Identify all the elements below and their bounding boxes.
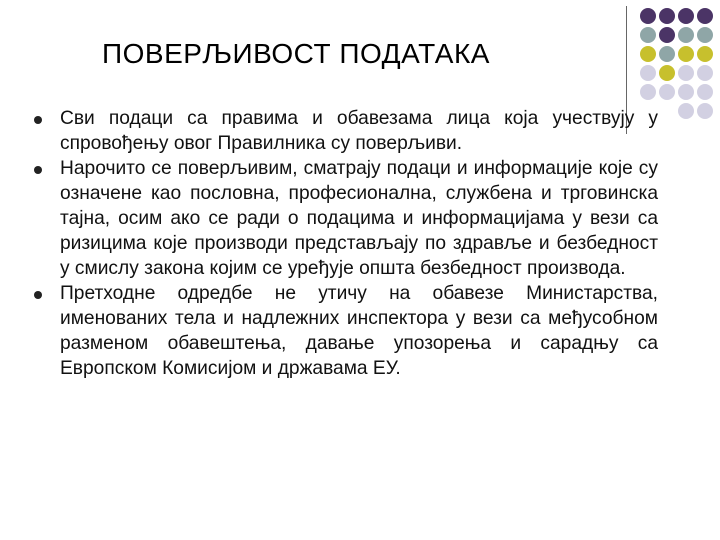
bullet-item xyxy=(34,106,658,156)
decorative-dot xyxy=(640,27,656,43)
decorative-dot xyxy=(640,46,656,62)
bullet-icon xyxy=(34,166,42,174)
decorative-dot xyxy=(697,65,713,81)
decorative-dot xyxy=(678,27,694,43)
bullet-icon xyxy=(34,291,42,299)
decorative-dot-grid xyxy=(640,8,720,118)
decorative-dot xyxy=(659,8,675,24)
bullet-icon xyxy=(34,116,42,124)
decorative-dot xyxy=(640,84,656,100)
decorative-dot xyxy=(697,27,713,43)
decorative-dot xyxy=(678,46,694,62)
slide-title: ПОВЕРЉИВОСТ ПОДАТАКА xyxy=(102,38,490,69)
decorative-dot xyxy=(697,8,713,24)
decorative-dot xyxy=(640,8,656,24)
bullet-list xyxy=(34,106,658,381)
decorative-dot xyxy=(678,84,694,100)
bullet-text: Претходне одредбе не утичу на обавезе Министарства, именованих тела и надлежних инспектора у вези са међусобном разменом обавештења, давање упозорења и сарадњу са Европском Комисијом и државама ЕУ. xyxy=(60,283,658,379)
bullet-text: Нарочито се поверљивим, сматрају подаци и информације које су означене као пословна, професионална, службена и трговинска тајна, осим ако се ради о подацима и информацијама у вези са ризицима које производи представљају по здравље и безбедност у смислу закона којим се уређује општа безбедност производа. xyxy=(60,158,658,279)
decorative-dot xyxy=(697,46,713,62)
decorative-dot xyxy=(659,65,675,81)
decorative-dot xyxy=(659,46,675,62)
bullet-item xyxy=(34,281,658,381)
decorative-dot xyxy=(678,65,694,81)
decorative-dot xyxy=(640,65,656,81)
decorative-dot xyxy=(678,103,694,119)
bullet-item xyxy=(34,156,658,281)
decorative-dot xyxy=(659,84,675,100)
decorative-dot xyxy=(678,8,694,24)
decorative-dot xyxy=(659,27,675,43)
decorative-dot xyxy=(697,103,713,119)
decorative-dot xyxy=(697,84,713,100)
bullet-text: Сви подаци са правима и обавезама лица која учествују у спровођењу овог Правилника су поверљиви. xyxy=(60,108,658,154)
